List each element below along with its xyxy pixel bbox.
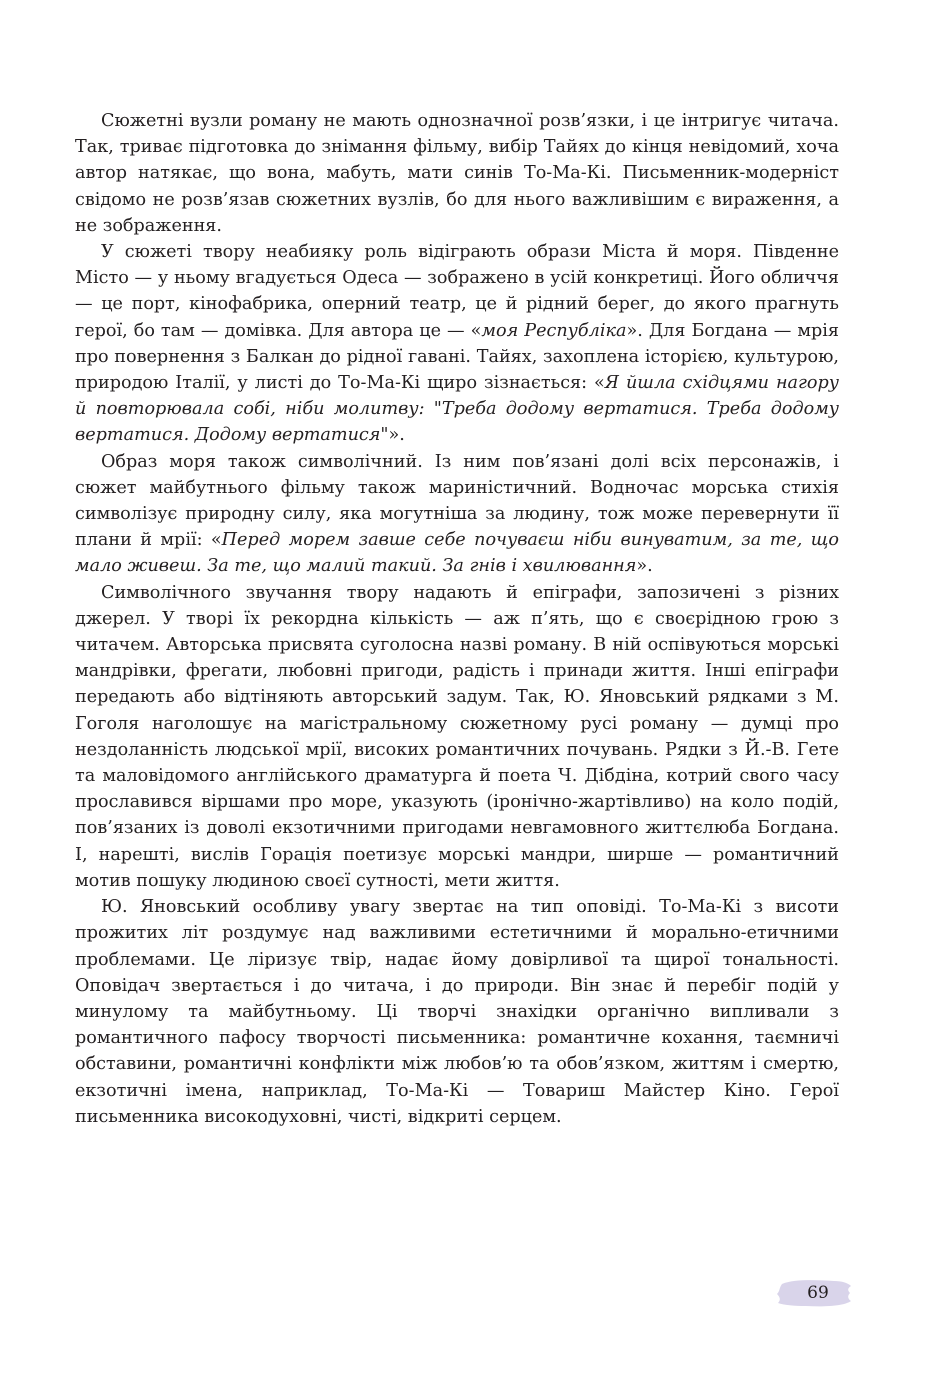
quote-italic: Я йшла східцями нагору й повторювала собі, ніби молитву: "Треба додому вертатися. Треба додому вертатися. Додому вертатися" xyxy=(75,373,839,446)
paragraph-text: Ю. Яновський особливу увагу звертає на тип оповіді. То-Ма-Кі з висоти прожитих літ роздумує над важливими естетичними й морально-етичними проблемами. Це ліризує твір, надає йому довірливої та щирої тональності. Оповідач звертається і до читача, і до природи. Він знає й перебіг подій у минулому та майбутньому. Ці творчі знахідки органічно випливали з романтичного пафосу творчості письменника: романтичне кохання, таємничі обставини, романтичні конфлікти між любов’ю та обов’язком, життям і смертю, екзотичні імена, наприклад, То-Ма-Кі — Товариш Майстер Кіно. Герої письменника високодуховні, чисті, відкриті серцем. xyxy=(75,897,839,1127)
paragraph xyxy=(75,108,839,239)
paragraph-text: ». Для Богдана — мрія про повернення з Балкан до рідної гавані. Тайях, захоплена історією, культурою, природою Італії, у листі до То-Ма-Кі щиро зізнається: « xyxy=(75,320,840,394)
paragraph-text: У сюжеті твору неабияку роль відіграють образи Міста й моря. Південне Місто — у ньому вгадується Одеса — зображено в усій конкретиці. Його обличчя — це порт, кінофабрика, оперний театр, це й рідний берег, до якого прагнуть герої, бо там — домівка. Для автора це — « xyxy=(75,242,839,341)
paragraph-text: Сюжетні вузли роману не мають однозначної розв’язки, і це інтригує читача. Так, триває підготовка до знімання фільму, вибір Тайях до кінця невідомий, хоча автор натякає, що вона, мабуть, мати синів То-Ма-Кі. Письменник-модерніст свідомо не розв’язав сюжетних вузлів, бо для нього важливішим є вираження, а не зображення. xyxy=(75,111,839,236)
paragraph xyxy=(75,239,839,449)
paragraph-text: ». xyxy=(388,425,405,446)
paragraph xyxy=(75,894,839,1130)
paragraph xyxy=(75,580,839,894)
paragraph xyxy=(75,449,839,580)
paragraph-text: ». xyxy=(636,556,653,577)
page-body xyxy=(75,108,839,1130)
paragraph-text: Образ моря також символічний. Із ним пов’язані долі всіх персонажів, і сюжет майбутнього фільму також мариністичний. Водночас морська стихія символізує природну силу, яка могутніша за людину, тож може перевернути її плани й мрії: « xyxy=(75,451,839,551)
paragraph-text: Символічного звучання твору надають й епіграфи, запозичені з різних джерел. У творі їх рекордна кількість — аж п’ять, що є своєрідною грою з читачем. Авторська присвята суголосна назві роману. В ній оспівуються морські мандрівки, фрегати, любовні пригоди, радість і принади життя. Інші епіграфи передають або відтіняють авторський задум. Так, Ю. Яновський рядками з М. Гоголя наголошує на магістральному сюжетному русі роману — думці про нездоланність людської мрії, високих романтичних почувань. Рядки з Й.-В. Гете та маловідомого англійського драматурга й поета Ч. Дібдіна, котрий свого часу прославився віршами про море, указують (іронічно-жартівливо) на коло подій, пов’язаних із доволі екзотичними пригодами невгамовного життєлюба Богдана. І, нарешті, вислів Горація поетизує морські мандри, ширше — романтичний мотив пошуку людиною своєї сутності, мети життя. xyxy=(75,582,839,891)
quote-italic: моя Республіка xyxy=(481,320,627,341)
page-number-badge xyxy=(776,1276,852,1310)
page-number: 69 xyxy=(807,1283,829,1303)
quote-italic: Перед морем завше себе почуваєш ніби винуватим, за те, що мало живеш. За те, що малий такий. За гнів і хвилювання xyxy=(75,530,839,577)
